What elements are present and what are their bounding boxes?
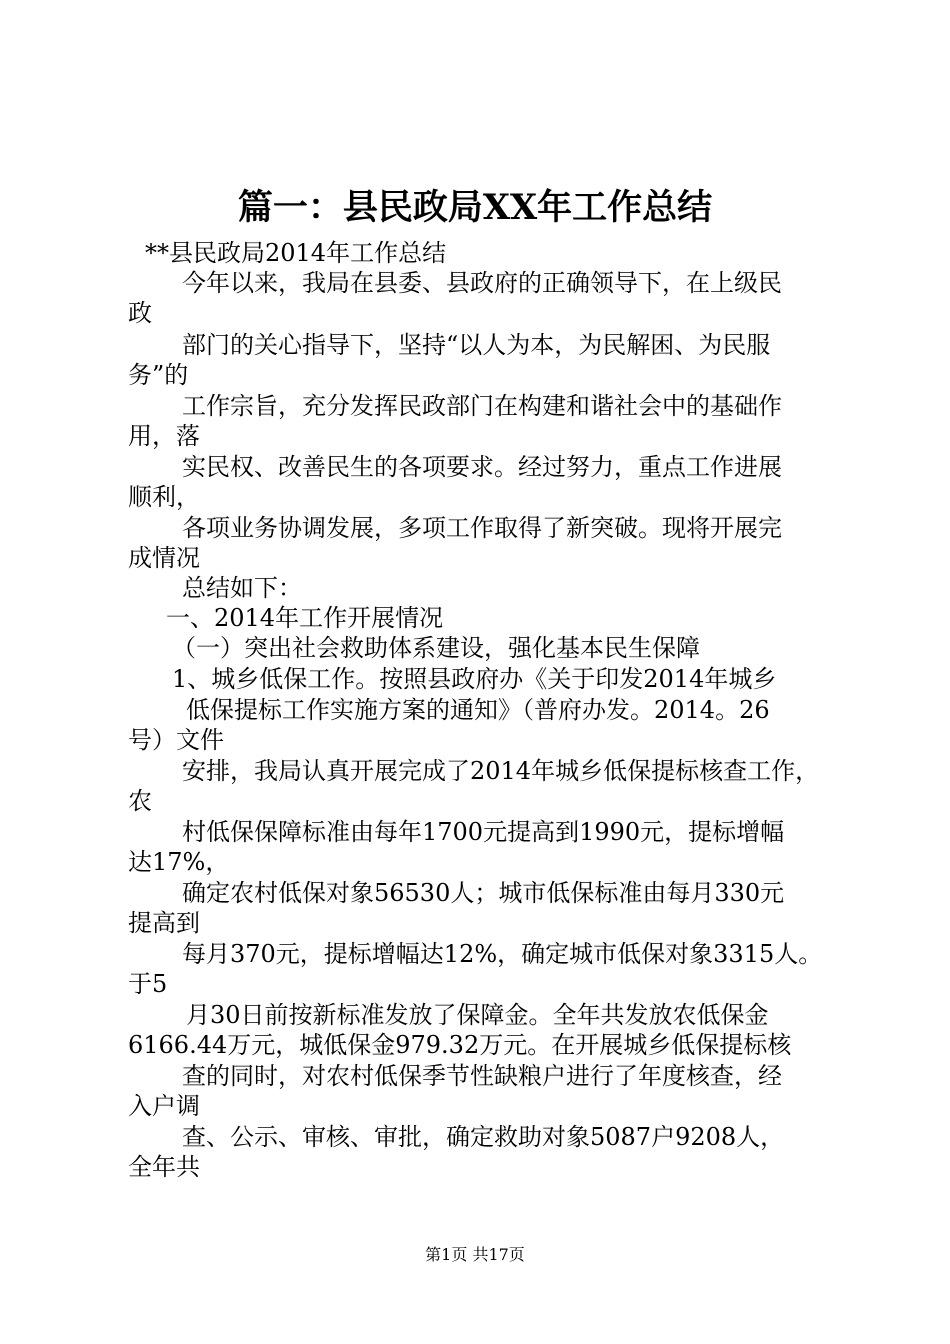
body-line: 1、城乡低保工作。按照县政府办《关于印发2014年城乡 (172, 665, 777, 693)
body-line: 安排，我局认真开展完成了2014年城乡低保提标核查工作， (182, 757, 820, 785)
body-line: 政 (128, 299, 152, 327)
body-line: 月30日前按新标准发放了保障金。全年共发放农低保金 (186, 1001, 769, 1029)
body-line: 实民权、改善民生的各项要求。经过努力，重点工作进展 (182, 453, 782, 481)
body-line: 成情况 (128, 544, 200, 572)
body-line: 提高到 (128, 909, 200, 937)
body-line: 达17%， (128, 848, 230, 876)
body-line: 查的同时，对农村低保季节性缺粮户进行了年度核查，经 (182, 1062, 782, 1090)
body-line: 用，落 (128, 422, 200, 450)
body-line: 确定农村低保对象56530人；城市低保标准由每月330元 (182, 879, 785, 907)
body-line: 总结如下： (182, 574, 302, 602)
body-line: 今年以来，我局在县委、县政府的正确领导下，在上级民 (182, 269, 782, 297)
body-line: 号）文件 (128, 726, 224, 754)
body-line: 每月370元，提标增幅达12%，确定城市低保对象3315人。 (182, 940, 823, 968)
body-line: 查、公示、审核、审批，确定救助对象5087户9208人， (182, 1123, 785, 1151)
body-line: 农 (128, 787, 152, 815)
page-footer: 第1页 共17页 (425, 1245, 525, 1264)
body-line: 6166.44万元，城低保金979.32万元。在开展城乡低保提标核 (128, 1031, 792, 1059)
body-line: 顺利， (128, 483, 200, 511)
body-line: **县民政局2014年工作总结 (145, 239, 447, 267)
document-title: 篇一：县民政局XX年工作总结 (237, 187, 713, 228)
body-line: 村低保保障标准由每年1700元提高到1990元，提标增幅 (182, 818, 785, 846)
body-line: 一、2014年工作开展情况 (166, 604, 444, 632)
body-line: 部门的关心指导下，坚持“以人为本，为民解困、为民服 (182, 331, 771, 359)
body-line: 入户调 (128, 1092, 200, 1120)
body-line: 于5 (128, 970, 168, 998)
body-line: 工作宗旨，充分发挥民政部门在构建和谐社会中的基础作 (182, 392, 782, 420)
body-line: （一）突出社会救助体系建设，强化基本民生保障 (172, 634, 700, 662)
body-line: 各项业务协调发展，多项工作取得了新突破。现将开展完 (182, 514, 782, 542)
body-line: 低保提标工作实施方案的通知》（普府办发。2014。26 (186, 696, 770, 724)
body-line: 务”的 (128, 361, 189, 389)
body-line: 全年共 (128, 1153, 200, 1181)
